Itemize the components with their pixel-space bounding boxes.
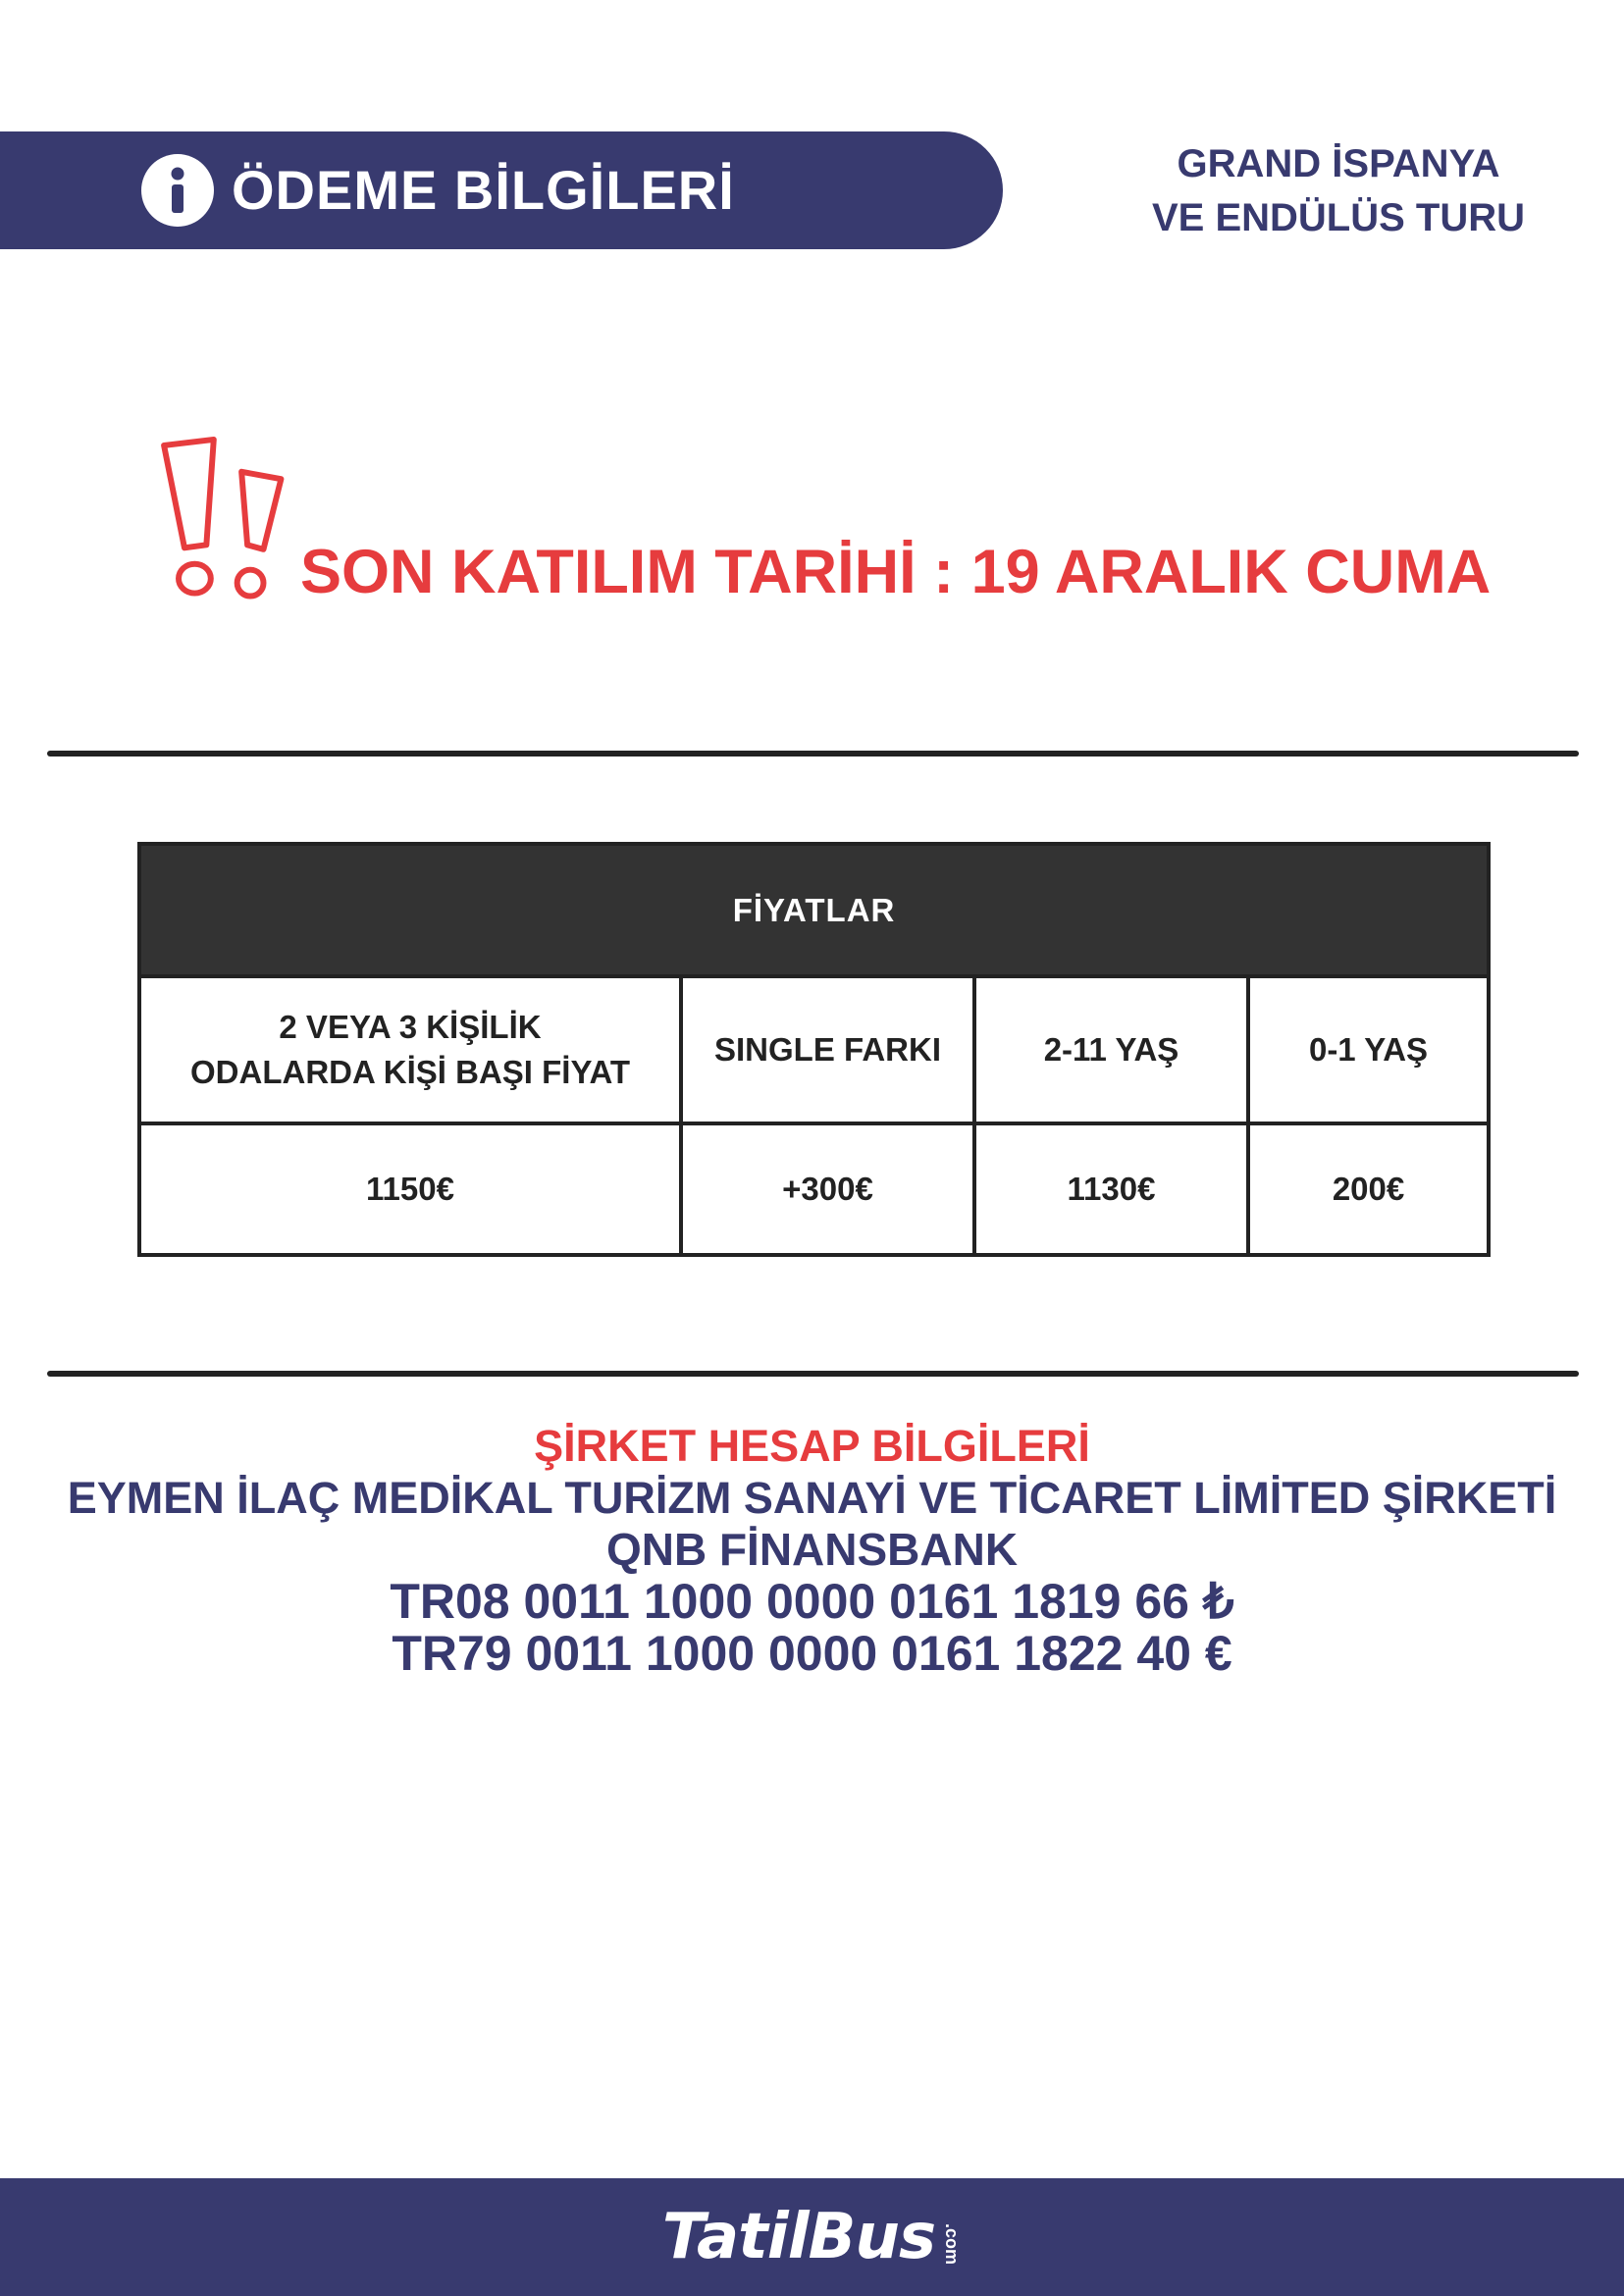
iban-try: TR08 0011 1000 0000 0161 1819 66 ₺ <box>390 1574 1234 1629</box>
company-name: EYMEN İLAÇ MEDİKAL TURİZM SANAYİ VE TİCARET LİMİTED ŞİRKETİ <box>67 1473 1557 1523</box>
column-header-single: SINGLE FARKI <box>681 976 974 1123</box>
exclamation-icon <box>158 434 286 603</box>
column-header-infant: 0-1 YAŞ <box>1248 976 1489 1123</box>
divider-bottom <box>47 1371 1579 1377</box>
company-heading: ŞİRKET HESAP BİLGİLERİ <box>534 1421 1090 1471</box>
company-account-info <box>0 1420 1624 1680</box>
price-infant: 200€ <box>1248 1123 1489 1255</box>
price-child: 1130€ <box>974 1123 1248 1255</box>
column-header-room-price: 2 VEYA 3 KİŞİLİK ODALARDA KİŞİ BAŞI FİYAT <box>139 976 681 1123</box>
prices-title: FİYATLAR <box>139 844 1489 976</box>
iban-eur: TR79 0011 1000 0000 0161 1822 40 € <box>392 1626 1232 1681</box>
price-table <box>137 842 1491 1257</box>
deadline-text: SON KATILIM TARİHİ : 19 ARALIK CUMA <box>300 538 1492 606</box>
page-title: ÖDEME BİLGİLERİ <box>232 159 735 221</box>
price-single: +300€ <box>681 1123 974 1255</box>
column-header-child: 2-11 YAŞ <box>974 976 1248 1123</box>
tour-title <box>1132 137 1545 245</box>
tour-title-line-2: VE ENDÜLÜS TURU <box>1151 196 1526 239</box>
logo-text: TatilBus <box>661 2201 936 2273</box>
table-row <box>139 976 1489 1123</box>
bank-name: QNB FİNANSBANK <box>605 1524 1019 1575</box>
price-room: 1150€ <box>139 1123 681 1255</box>
table-row <box>139 1123 1489 1255</box>
brand-logo <box>662 2198 962 2276</box>
logo-suffix: .com <box>942 2222 963 2265</box>
divider-top <box>47 751 1579 757</box>
info-icon <box>141 154 214 227</box>
tour-title-line-1: GRAND İSPANYA <box>1177 142 1500 185</box>
footer-bar <box>0 2178 1624 2296</box>
table-header-row <box>139 844 1489 976</box>
